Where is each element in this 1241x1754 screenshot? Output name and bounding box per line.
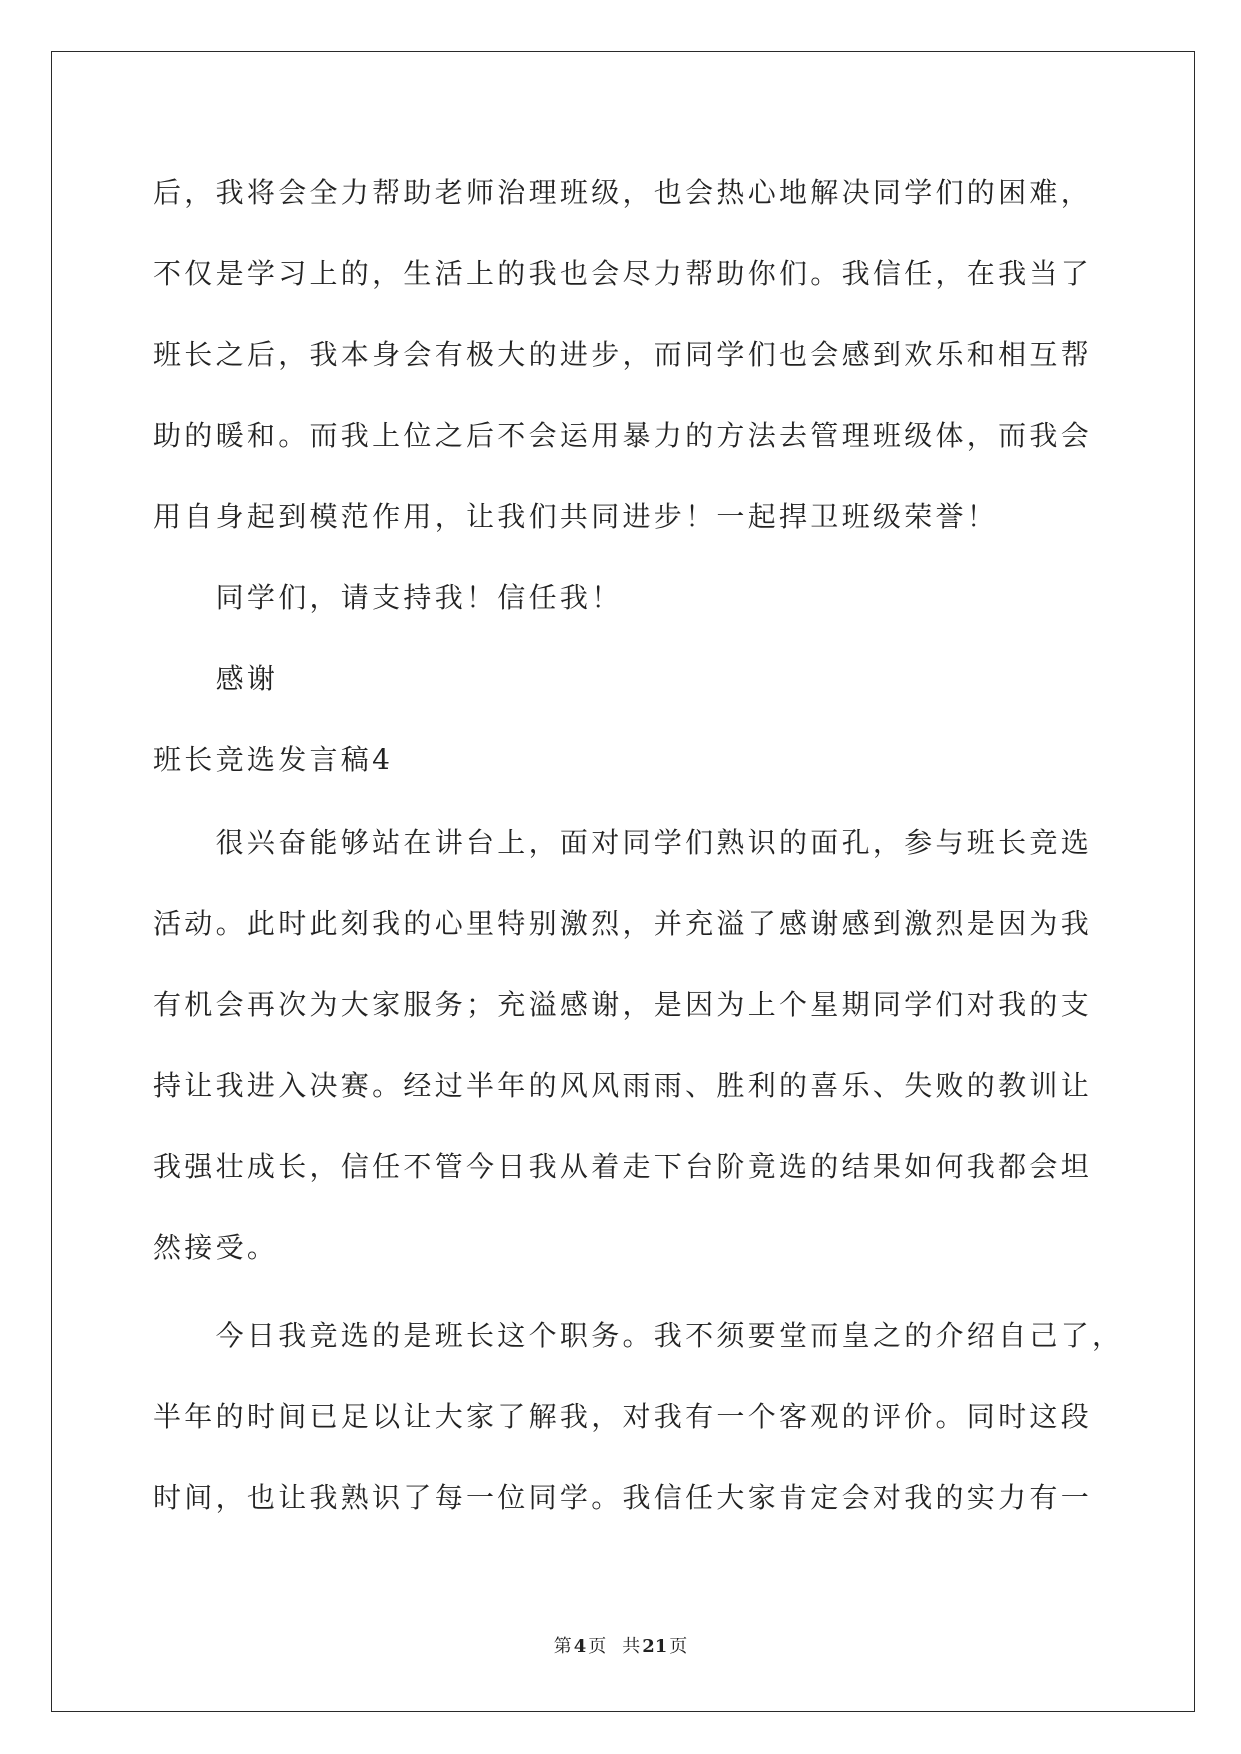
total-suffix: 页 [669, 1636, 688, 1657]
text-line: 持让我进入决赛。经过半年的风风雨雨、胜利的喜乐、失败的教训让 [153, 1069, 1093, 1102]
appeal-paragraph [153, 557, 1153, 638]
text-line: 半年的时间已足以让大家了解我，对我有一个客观的评价。同时这段 [153, 1400, 1093, 1433]
text-line: 今日我竞选的是班长这个职务。我不须要堂而皇之的介绍自己了， [215, 1319, 1124, 1352]
text-line: 同学们，请支持我！信任我！ [215, 581, 623, 614]
text-line: 后，我将会全力帮助老师治理班级，也会热心地解决同学们的困难， [153, 176, 1093, 209]
closing-paragraph [153, 638, 1153, 719]
page-prefix: 第 [553, 1636, 572, 1657]
text-line: 用自身起到模范作用，让我们共同进步！一起捍卫班级荣誉！ [153, 500, 999, 533]
continued-paragraph [153, 152, 1153, 557]
section-heading [153, 719, 1153, 800]
page-suffix: 页 [588, 1636, 607, 1657]
heading-text: 班长竞选发言稿4 [153, 743, 394, 776]
document-body [153, 152, 1153, 1538]
paragraph [153, 802, 1153, 1288]
total-pages: 21 [642, 1636, 668, 1657]
page-footer [0, 1634, 1241, 1660]
text-line: 我强壮成长，信任不管今日我从着走下台阶竟选的结果如何我都会坦 [153, 1150, 1093, 1183]
text-line: 有机会再次为大家服务；充溢感谢，是因为上个星期同学们对我的支 [153, 988, 1093, 1021]
text-line: 班长之后，我本身会有极大的进步，而同学们也会感到欢乐和相互帮 [153, 338, 1093, 371]
page-number: 4 [573, 1636, 587, 1657]
text-line: 助的暖和。而我上位之后不会运用暴力的方法去管理班级体，而我会 [153, 419, 1093, 452]
total-prefix: 共 [622, 1636, 641, 1657]
text-line: 然接受。 [153, 1231, 279, 1264]
text-line: 活动。此时此刻我的心里特别激烈，并充溢了感谢感到激烈是因为我 [153, 907, 1093, 940]
text-line: 很兴奋能够站在讲台上，面对同学们熟识的面孔，参与班长竞选 [215, 826, 1092, 859]
text-line: 时间，也让我熟识了每一位同学。我信任大家肯定会对我的实力有一 [153, 1481, 1093, 1514]
text-line: 感谢 [215, 662, 279, 695]
text-line: 不仅是学习上的，生活上的我也会尽力帮助你们。我信任，在我当了 [153, 257, 1093, 290]
paragraph [153, 1295, 1153, 1538]
